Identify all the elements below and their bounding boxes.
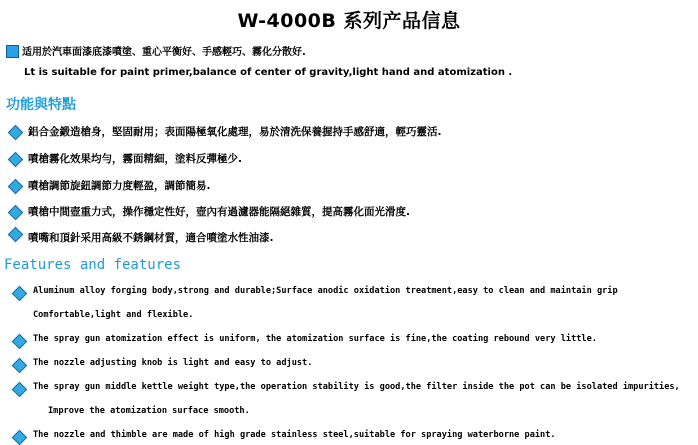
square-icon: [6, 45, 19, 58]
cn-feature-item: 噴嘴和頂針采用高級不銹鋼材質，適合噴塗水性油漆.: [28, 232, 274, 244]
en-feature-item-continuation: Comfortable,light and flexible.: [33, 310, 194, 320]
diamond-icon: [8, 205, 24, 221]
en-feature-item: The nozzle and thimble are made of high grade stainless steel,suitable for spraying waterborne paint.: [33, 430, 556, 440]
diamond-icon: [12, 430, 28, 445]
cn-feature-item: 噴槍中間壺重力式，操作穩定性好，壺內有過濾器能隔絕雜質，提高霧化面光滑度.: [28, 206, 410, 218]
cn-feature-item: 噴槍霧化效果均勻，霧面精細，塗料反彈極少.: [28, 153, 242, 165]
diamond-icon: [8, 179, 24, 195]
intro-chinese: 适用於汽車面漆底漆噴塗、重心平衡好、手感輕巧、霧化分散好.: [22, 47, 306, 58]
cn-feature-item: 鋁合金鍛造槍身，堅固耐用；表面陽極氧化處理，易於清洗保養握持手感舒適，輕巧靈活.: [28, 126, 442, 138]
en-feature-item: Aluminum alloy forging body,strong and durable;Surface anodic oxidation treatment,easy to clean and maintain grip: [33, 286, 618, 296]
intro-english: Lt is suitable for paint primer,balance of center of gravity,light hand and atomization .: [24, 67, 513, 78]
heading-english-features: Features and features: [4, 257, 182, 273]
diamond-icon: [12, 382, 28, 398]
page-title: W-4000B 系列产品信息: [237, 10, 461, 32]
cn-feature-item: 噴槍調節旋鈕調節力度輕盈，調節簡易.: [28, 180, 211, 192]
diamond-icon: [12, 286, 28, 302]
en-feature-item-continuation: Improve the atomization surface smooth.: [48, 406, 250, 416]
en-feature-item: The spray gun middle kettle weight type,the operation stability is good,the filter inside the pot can be isolated impurities,: [33, 382, 680, 392]
en-feature-item: The nozzle adjusting knob is light and easy to adjust.: [33, 358, 313, 368]
diamond-icon: [8, 227, 24, 243]
diamond-icon: [8, 125, 24, 141]
en-feature-item: The spray gun atomization effect is uniform, the atomization surface is fine,the coating rebound very little.: [33, 334, 597, 344]
diamond-icon: [8, 152, 24, 168]
heading-chinese-features: 功能與特點: [6, 97, 76, 113]
diamond-icon: [12, 358, 28, 374]
diamond-icon: [12, 334, 28, 350]
